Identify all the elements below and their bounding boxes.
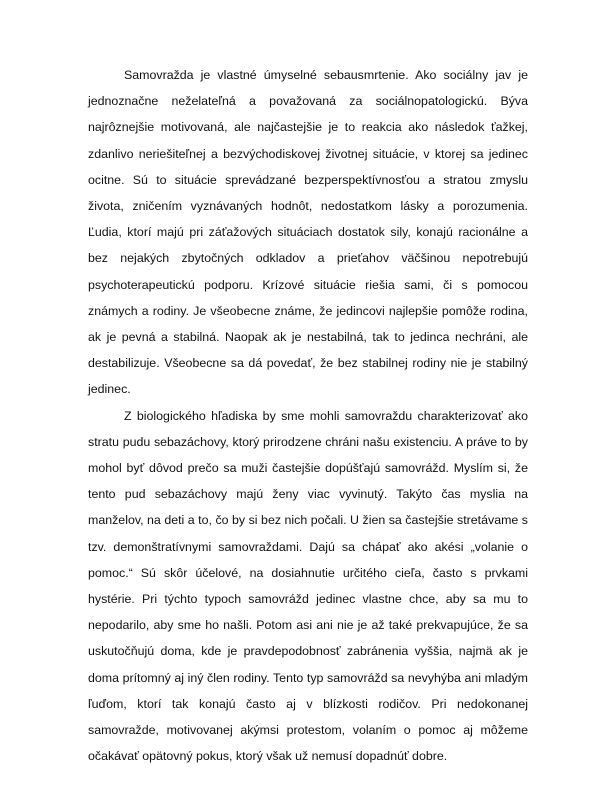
body-text — [88, 62, 528, 769]
paragraph-1: Samovražda je vlastné úmyselné sebausmrtenie. Ako sociálny jav je jednoznačne neželateľná a považovaná za sociálnopatologickú. Býva najrôznejšie motivovaná, ale najčastejšie je to reakcia ako následok ťažkej, zdanlivo neriešiteľnej a bezvýchodiskovej životnej situácie, v ktorej sa jedinec ocitne. Sú to situácie sprevádzané bezperspektívnosťou a stratou zmyslu života, zničením vyznávaných hodnôt, nedostatkom lásky a porozumenia. Ľudia, ktorí majú pri záťažových situáciach dostatok sily, konajú racionálne a bez nejakých zbytočných odkladov a prieťahov väčšinou nepotrebujú psychoterapeutickú podporu. Krízové situácie riešia sami, či s pomocou známych a rodiny. Je všeobecne známe, že jedincovi najlepšie pomôže rodina, ak je pevná a stabilná. Naopak ak je nestabilná, tak to jedinca nechráni, ale destabilizuje. Všeobecne sa dá povedať, že bez stabilnej rodiny nie je stabilný jedinec. — [88, 68, 528, 397]
paragraph-2: Z biologického hľadiska by sme mohli samovraždu charakterizovať ako stratu pudu sebazáchovy, ktorý prirodzene chráni našu existenciu. A práve to by mohol byť dôvod prečo sa muži častejšie dopúšťajú samovrážd. Myslím si, že tento pud sebazáchovy majú ženy viac vyvinutý. Takýto čas myslia na manželov, na deti a to, čo by si bez nich počali. U žien sa častejšie stretávame s tzv. demonštratívnymi samovraždami. Dajú sa chápať ako akési „volanie o pomoc.“ Sú skôr účelové, na dosiahnutie určitého cieľa, často s prvkami hystérie. Pri týchto typoch samovrážd jedinec vlastne chce, aby sa mu to nepodarilo, aby sme ho našli. Potom asi ani nie je až také prekvapujúce, že sa uskutočňujú doma, kde je pravdepodobnosť zabránenia vyššia, najmä ak je doma prítomný aj iný člen rodiny. Tento typ samovrážd sa nevyhýba ani mladým ľuďom, ktorí tak konajú často aj v blízkosti rodičov. Pri nedokonanej samovražde, motivovanej akýmsi protestom, volaním o pomoc aj môžeme očakávať opätovný pokus, ktorý však už nemusí dopadnúť dobre. — [88, 408, 528, 764]
